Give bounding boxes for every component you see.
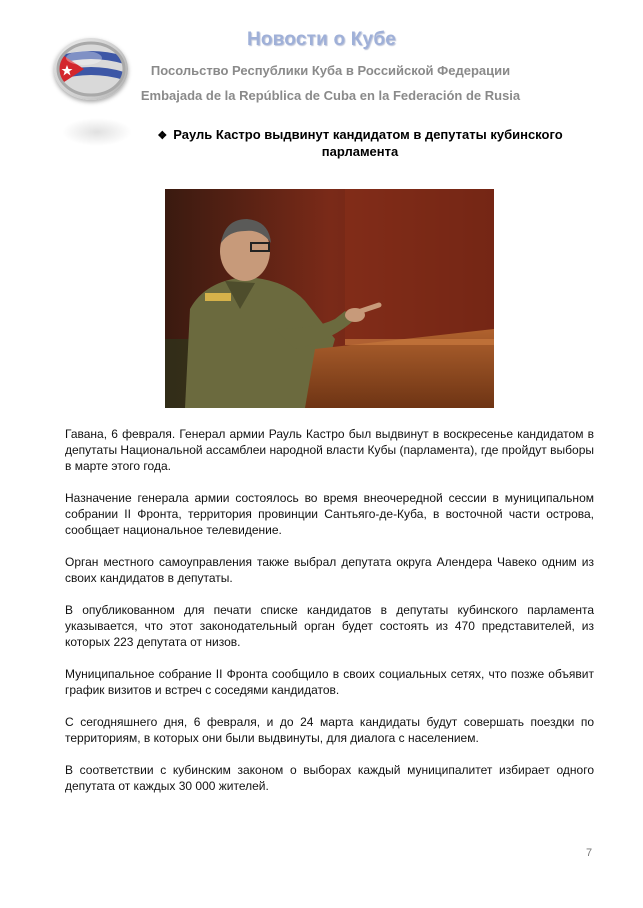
- article-paragraph: Гавана, 6 февраля. Генерал армии Рауль Кастро был выдвинут в воскресенье кандидатом в депутаты Национальной ассамблеи народной власти Кубы (парламента), где пройдут выборы в марте этого года.: [65, 427, 594, 473]
- brand-title: Новости о Кубе: [246, 29, 397, 50]
- embassy-name-es: Embajada de la República de Cuba en la Federación de Rusia: [140, 88, 521, 103]
- article-paragraph: В соответствии с кубинским законом о выборах каждый муниципалитет избирает одного депутата от каждых 30 000 жителей.: [65, 763, 594, 793]
- page-number: 7: [586, 847, 593, 859]
- logo-reflection: [62, 118, 132, 146]
- embassy-name-ru: Посольство Республики Куба в Российской Федерации: [150, 63, 511, 78]
- article-paragraph: Назначение генерала армии состоялось во время внеочередной сессии в муниципальном собрании II Фронта, территория провинции Сантьяго-де-Куба, в восточной части острова, сообщает национальное телевидение.: [65, 491, 594, 537]
- article-headline: [140, 127, 580, 160]
- article-paragraph: В опубликованном для печати списке кандидатов в депутаты кубинского парламента указывается, что этот законодательный орган будет состоять из 470 представителей, из которых 223 депутата от низов.: [65, 603, 594, 649]
- article-body: [65, 426, 594, 810]
- article-title: Рауль Кастро выдвинут кандидатом в депутаты кубинского парламента: [173, 127, 563, 159]
- article-paragraph: Орган местного самоуправления также выбрал депутата округа Алендера Чавеко одним из своих кандидатов в депутаты.: [65, 555, 594, 585]
- bullet-icon: ❖: [157, 130, 168, 142]
- article-paragraph: Муниципальное собрание II Фронта сообщило в своих социальных сетях, что позже объявит график визитов и встреч с соседями кандидатов.: [65, 667, 594, 697]
- article-paragraph: С сегодняшнего дня, 6 февраля, и до 24 марта кандидаты будут совершать поездки по территориям, в которых они были выдвинуты, для диалога с населением.: [65, 715, 594, 745]
- speaker-at-podium-photo: [165, 189, 494, 408]
